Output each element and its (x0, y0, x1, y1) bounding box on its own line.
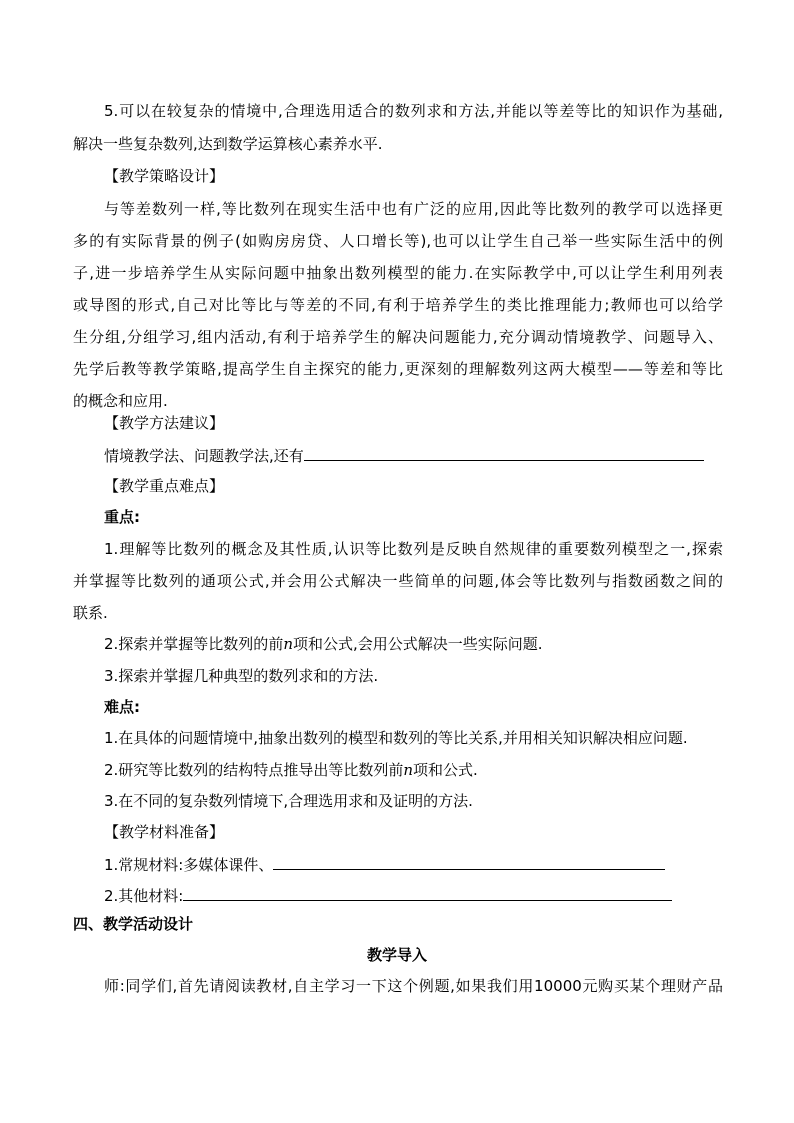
methods-heading: 【教学方法建议】 (104, 414, 225, 432)
materials-item-1 (104, 853, 723, 875)
difficulty-2 (104, 760, 723, 780)
section-4-heading: 四、教学活动设计 (73, 915, 194, 933)
strategy-line-5: 生分组,分组学习,组内活动,有利于培养学生的解决问题能力,充分调动情境教学、问题导入、 (73, 328, 723, 346)
difficulty-2-before: 2.研究等比数列的结构特点推导出等比数列前 (104, 761, 404, 779)
methods-blank[interactable] (304, 444, 704, 461)
strategy-line-2: 多的有实际背景的例子(如购房房贷、人口增长等),也可以让学生自己举一些实际生活中的例 (73, 232, 723, 250)
key-2-var: n (283, 635, 293, 653)
section-4-line1: 师:同学们,首先请阅读教材,自主学习一下这个例题,如果我们用10000元购买某个理财产品 (104, 977, 723, 995)
key-2 (104, 634, 723, 654)
methods-line (104, 444, 723, 466)
section-4-subheading: 教学导入 (366, 946, 427, 964)
key-2-before: 2.探索并掌握等比数列的前 (104, 635, 284, 653)
strategy-line-6: 先学后教等教学策略,提高学生自主探究的能力,更深刻的理解数列这两大模型——等差和等比 (73, 360, 723, 378)
objective-5-line1: 5.可以在较复杂的情境中,合理选用适合的数列求和方法,并能以等差等比的知识作为基础, (104, 102, 723, 120)
objective-5-line2: 解决一些复杂数列,达到数学运算核心素养水平. (73, 135, 383, 153)
methods-text: 情境教学法、问题教学法,还有 (104, 447, 304, 465)
strategy-line-1: 与等差数列一样,等比数列在现实生活中也有广泛的应用,因此等比数列的教学可以选择更 (104, 200, 723, 218)
keypoints-heading: 【教学重点难点】 (104, 477, 225, 495)
strategy-line-4: 或导图的形式,自己对比等比与等差的不同,有利于培养学生的类比推理能力;教师也可以给学 (73, 296, 723, 314)
strategy-line-7: 的概念和应用. (73, 392, 168, 410)
key-2-after: 项和公式,会用公式解决一些实际问题. (293, 635, 543, 653)
key-1-line2: 并掌握等比数列的通项公式,并会用公式解决一些简单的问题,体会等比数列与指数函数之间的 (73, 572, 723, 590)
key-label: 重点: (104, 508, 140, 526)
difficulty-2-after: 项和公式. (413, 761, 478, 779)
strategy-line-3: 子,进一步培养学生从实际问题中抽象出数列模型的能力.在实际教学中,可以让学生利用列表 (73, 264, 723, 282)
key-1-line1: 1.理解等比数列的概念及其性质,认识等比数列是反映自然规律的重要数列模型之一,探索 (104, 540, 723, 558)
difficulty-label: 难点: (104, 698, 140, 716)
materials-blank-2[interactable] (183, 884, 672, 901)
key-3: 3.探索并掌握几种典型的数列求和的方法. (104, 667, 379, 685)
materials-item-2-text: 2.其他材料: (104, 887, 184, 905)
materials-item-2 (104, 884, 723, 906)
materials-item-1-text: 1.常规材料:多媒体课件、 (104, 856, 274, 874)
difficulty-2-var: n (403, 761, 413, 779)
strategy-heading: 【教学策略设计】 (104, 167, 225, 185)
difficulty-1: 1.在具体的问题情境中,抽象出数列的模型和数列的等比关系,并用相关知识解决相应问题. (104, 729, 688, 747)
difficulty-3: 3.在不同的复杂数列情境下,合理选用求和及证明的方法. (104, 792, 473, 810)
materials-heading: 【教学材料准备】 (104, 823, 225, 841)
key-1-line3: 联系. (73, 604, 108, 622)
materials-blank-1[interactable] (273, 853, 665, 870)
